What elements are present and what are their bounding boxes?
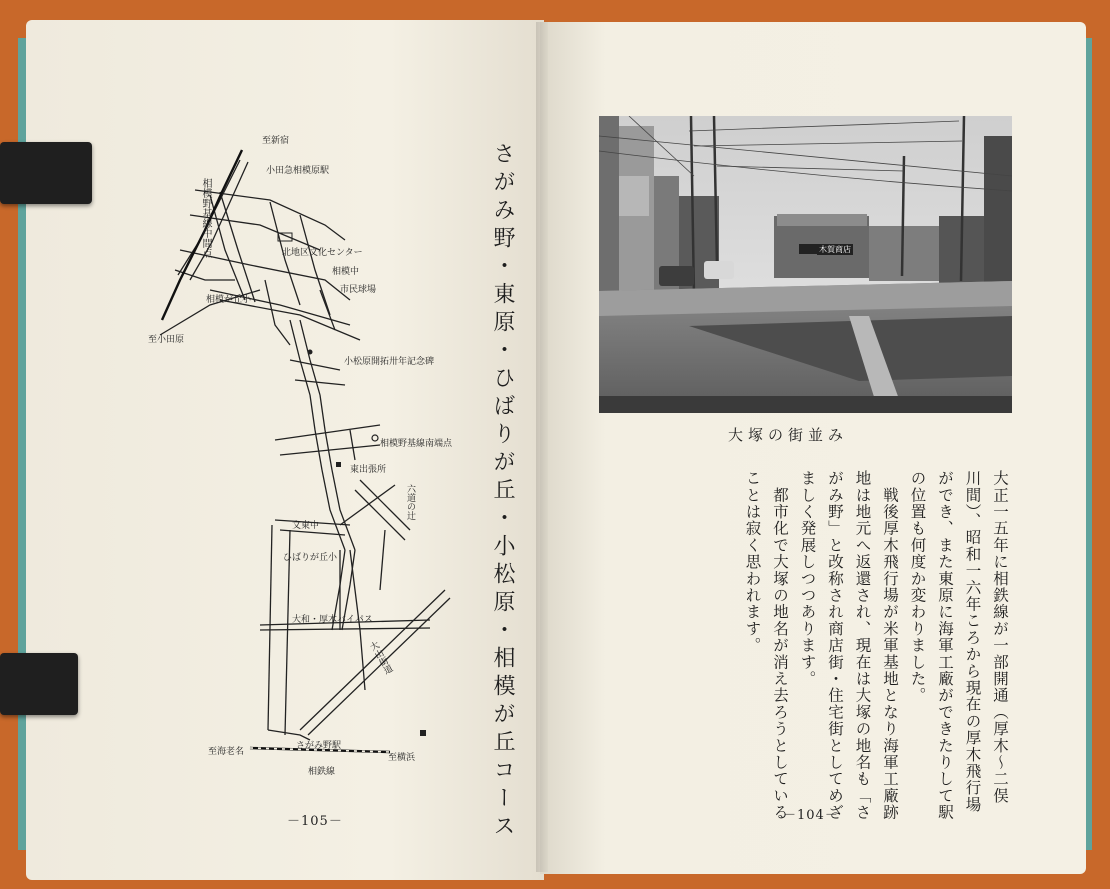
body-line: ましく発展しつつあります。 — [798, 470, 817, 688]
map-label-oyama-kaido: 大山街道 — [366, 640, 394, 677]
body-line: ことは寂く思われます。 — [743, 470, 762, 654]
map-label-to-odawara: 至小田原 — [148, 335, 185, 345]
body-line: 川間）、昭和一六年ころから現在の厚木飛行場 — [963, 470, 982, 813]
map-label-kitachiku-center: 北地区文化センター — [282, 248, 363, 258]
map-label-higashide-office: 東出張所 — [350, 465, 387, 475]
route-map — [150, 130, 460, 780]
body-line: 地は地元へ返還され、現在は大塚の地名も「さ — [853, 470, 872, 821]
map-label-shimin-kyujo: 市民球場 — [340, 285, 377, 295]
map-label-odakyu-station: 小田急相模原駅 — [266, 166, 330, 176]
map-label-sotetsu-line: 相鉄線 — [308, 767, 336, 777]
street-photo-image — [599, 116, 1012, 413]
map-label-rokudo-no-tsuji: 六道の辻 — [405, 484, 415, 520]
map-label-sagamigaoka-sho: 相模が丘小 — [206, 295, 252, 305]
map-label-to-yokohama: 至横浜 — [388, 753, 416, 763]
map-label-bypass: 大和・厚木バイパス — [292, 615, 373, 625]
map-label-to-shinjuku: 至新宿 — [262, 136, 290, 146]
body-line: ができ、また東原に海軍工廠ができたりして駅 — [936, 470, 954, 821]
body-line: の位置も何度か変わりました。 — [908, 470, 927, 704]
binding-clip-top — [0, 142, 92, 204]
map-label-hibarigaoka-sho: ひばりが丘小 — [283, 553, 338, 563]
right-page-number: －104－ — [783, 808, 839, 823]
body-text — [738, 470, 1013, 821]
map-label-base-line-end: 相模野基線南端点 — [380, 439, 453, 449]
map-label-sagamino-station: さがみ野駅 — [296, 741, 342, 751]
map-label-higashichu — [292, 518, 319, 531]
map-label-higashichu-text: 東中 — [301, 521, 320, 531]
left-page-number: －105－ — [287, 814, 343, 829]
street-photo — [599, 116, 1012, 413]
route-title: さがみ野・東原・ひばりが丘・小松原・相模が丘コース — [490, 142, 515, 842]
map-label-komatsubara-monument: 小松原開拓卅年記念碑 — [344, 357, 435, 367]
book-gutter — [536, 22, 548, 872]
body-line: 都市化で大塚の地名が消え去ろうとしている — [771, 470, 789, 821]
school-symbol: 文 — [292, 521, 302, 531]
shop-sign: 木賀商店 — [819, 245, 851, 254]
map-label-base-line-left: 相模野基線中間点 — [200, 178, 211, 258]
body-line: 大正一五年に相鉄線が一部開通（厚木～二俣 — [991, 470, 1009, 804]
body-line: 戦後厚木飛行場が米軍基地となり海軍工廠跡 — [881, 470, 899, 821]
body-line: がみ野」と改称され商店街・住宅街としてめざ — [826, 470, 844, 821]
binding-clip-bottom — [0, 653, 78, 715]
map-label-sagamichu: 相模中 — [332, 267, 360, 277]
map-label-to-ebina: 至海老名 — [208, 747, 245, 757]
photo-caption: 大塚の街並み — [728, 426, 849, 444]
